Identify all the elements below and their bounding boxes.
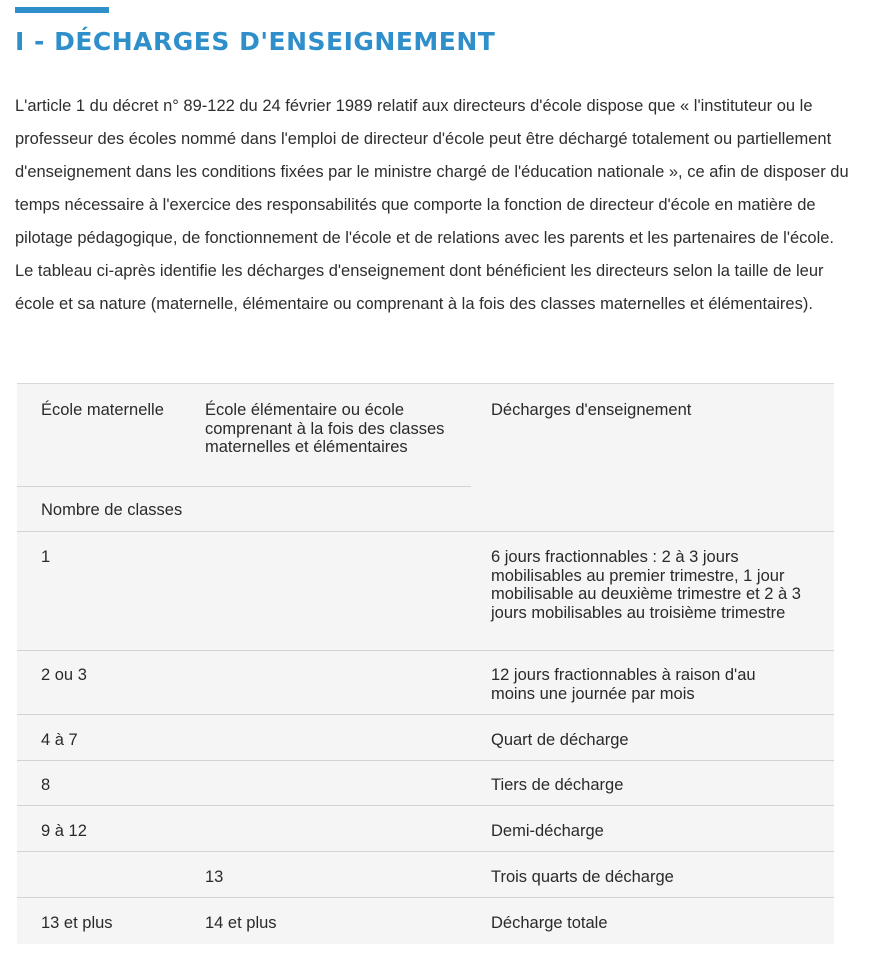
header-decharges: Décharges d'enseignement <box>491 401 692 419</box>
title-accent-bar <box>15 7 109 13</box>
row3-maternelle: 4 à 7 <box>41 731 78 749</box>
row-divider <box>17 650 834 651</box>
header-ecole-maternelle: École maternelle <box>41 401 164 419</box>
row-divider <box>17 531 834 532</box>
row-divider <box>17 714 834 715</box>
row-divider <box>17 851 834 852</box>
row7-elementaire: 14 et plus <box>205 914 277 932</box>
row5-decharge: Demi-décharge <box>491 822 604 840</box>
decharges-table <box>17 383 834 944</box>
row4-maternelle: 8 <box>41 776 51 794</box>
row5-maternelle: 9 à 12 <box>41 822 87 840</box>
paragraph-table-intro: Le tableau ci-après identifie les décharges d'enseignement dont bénéficient les directeurs selon la taille de leur école et sa nature (maternelle, élémentaire ou comprenant à la fois des classes maternelles et élémentaires). <box>15 262 824 313</box>
row7-maternelle: 13 et plus <box>41 914 113 932</box>
row-divider <box>17 805 834 806</box>
row-divider <box>17 897 834 898</box>
header-ecole-elementaire: École élémentaire ou école comprenant à la fois des classes maternelles et élémentaires <box>205 401 445 456</box>
intro-text <box>15 90 855 321</box>
section-title: I - DÉCHARGES D'ENSEIGNEMENT <box>15 27 496 56</box>
row2-maternelle: 2 ou 3 <box>41 666 87 684</box>
row6-decharge: Trois quarts de décharge <box>491 868 674 886</box>
row1-maternelle: 1 <box>41 548 51 566</box>
row1-decharge: 6 jours fractionnables : 2 à 3 jours mobilisables au premier trimestre, 1 jour mobilisable au deuxième trimestre et 2 à 3 jours mobilisables au troisième trimestre <box>491 548 801 622</box>
row6-elementaire: 13 <box>205 868 224 886</box>
subheader-nombre-classes: Nombre de classes <box>41 501 183 519</box>
row3-decharge: Quart de décharge <box>491 731 629 749</box>
row-divider <box>17 760 834 761</box>
header-divider <box>17 486 471 487</box>
paragraph-decree: L'article 1 du décret n° 89-122 du 24 février 1989 relatif aux directeurs d'école dispose que « l'instituteur ou le professeur des écoles nommé dans l'emploi de directeur d'école peut être déchargé totalement ou partiellement d'enseignement dans les conditions fixées par le ministre chargé de l'éducation nationale », ce afin de disposer du temps nécessaire à l'exercice des responsabilités que comporte la fonction de directeur d'école en matière de pilotage pédagogique, de fonctionnement de l'école et de relations avec les parents et les partenaires de l'école. <box>15 97 849 247</box>
row4-decharge: Tiers de décharge <box>491 776 624 794</box>
row7-decharge: Décharge totale <box>491 914 608 932</box>
row2-decharge: 12 jours fractionnables à raison d'au moins une journée par mois <box>491 666 756 703</box>
